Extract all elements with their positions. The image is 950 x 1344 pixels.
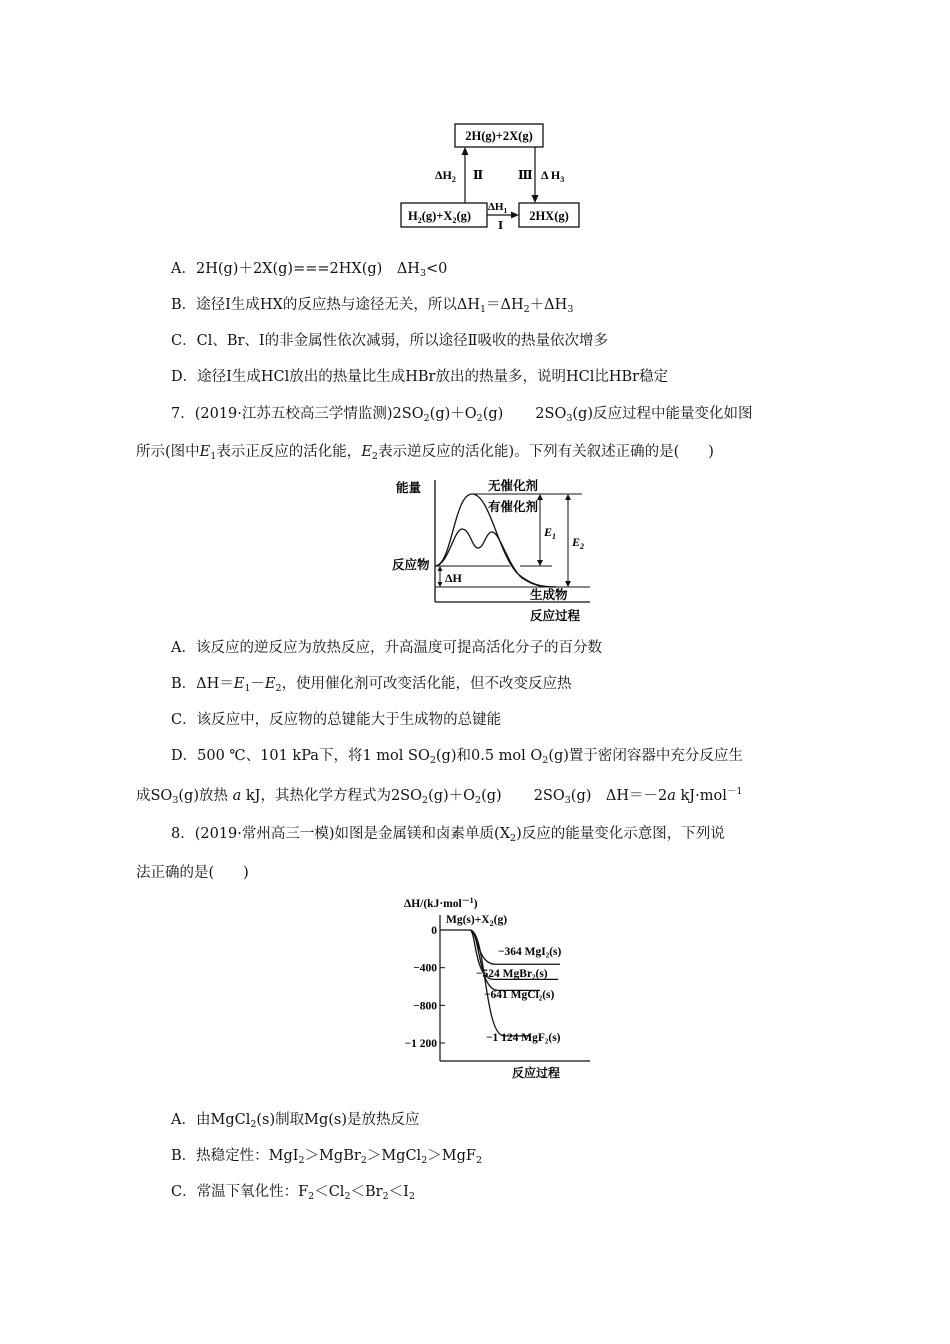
- right-box-label: 2HX(g): [529, 209, 569, 223]
- e2-arrow-bottom: [565, 581, 571, 587]
- left-box-label: $H_2(g)+X_2(g)$: [408, 209, 472, 225]
- no-catalyst-label: 无催化剂: [488, 479, 539, 493]
- q6-option-c: C．Cl、Br、I的非金属性依次减弱，所以途径Ⅱ吸收的热量依次增多: [171, 333, 608, 349]
- y-tick-label: −400: [413, 962, 437, 975]
- e2-arrow-top: [565, 494, 571, 500]
- iii-label: Ⅲ: [518, 168, 533, 182]
- q7-option-d-line2: 成$SO_3(g)$放热 a kJ，其热化学方程式为$2SO_2(g)+O_2(g)$ $2SO_3(g)$ ΔH＝－2a kJ·mol$^{-1}$: [136, 786, 743, 806]
- arrow-iii-head: [532, 195, 539, 203]
- product-label: 生成物: [530, 588, 568, 602]
- process-label: 反应过程: [530, 609, 581, 623]
- series-curve: [470, 930, 540, 990]
- dh-arrow-bottom: [438, 582, 443, 587]
- q8-stem-line2: 法正确的是( ): [136, 865, 249, 881]
- q7-option-d-line1: D．500 ℃、101 kPa下，将1 mol $SO_2(g)$和0.5 mol $O_2(g)$置于密闭容器中充分反应生: [171, 748, 743, 766]
- catalyst-label: 有催化剂: [488, 500, 539, 514]
- dh3-label: Δ $H_3$: [541, 168, 565, 184]
- y-tick-label: 0: [431, 925, 437, 937]
- e1-arrow-top: [537, 494, 543, 500]
- q7-option-b: B．$\Delta H=E_1-E_2$，使用催化剂可改变活化能，但不改变反应热: [171, 676, 572, 694]
- energy-axis-label: 能量: [396, 481, 422, 495]
- i-label: Ⅰ: [498, 220, 504, 232]
- arrow-ii-head: [462, 147, 469, 155]
- series-label: −364 MgI₂(s): [498, 946, 562, 958]
- ii-label: Ⅱ: [473, 168, 484, 182]
- reactant-label: 反应物: [392, 558, 430, 572]
- hess-cycle-diagram: [395, 118, 595, 233]
- mg-halogen-energy-chart: [390, 893, 620, 1083]
- series-label: −524 MgBr₂(s): [476, 968, 548, 980]
- energy-profile-diagram: [390, 474, 610, 626]
- chart-y-axis-label: ΔH/(kJ·mol$^{-1}$): [404, 896, 478, 910]
- q7-stem-line2: 所示(图中$E_1$表示正反应的活化能，$E_2$表示逆反应的活化能)。下列有关叙述正确的是( ): [136, 444, 714, 462]
- q6-option-b: B．途径Ⅰ生成HX的反应热与途径无关，所以$\Delta H_1=\Delta H_2+\Delta H_3$: [171, 297, 574, 315]
- q7-stem-line1: 7．(2019·江苏五校高三学情监测)$2SO_2(g)+O_2(g)$ $2SO_3(g)$反应过程中能量变化如图: [171, 406, 753, 424]
- q7-option-a: A．该反应的逆反应为放热反应，升高温度可提高活化分子的百分数: [171, 640, 602, 656]
- top-box-label: 2H(g)+2X(g): [465, 129, 533, 143]
- dh1-label: $\Delta H_1$: [488, 201, 508, 215]
- q8-stem-line1: 8．(2019·常州高三一模)如图是金属镁和卤素单质$(X_2)$反应的能量变化示意图，下列说: [171, 826, 725, 844]
- chart-start-label: $Mg(s)+X_2(g)$: [446, 914, 508, 928]
- dh2-label: $\Delta H_2$: [435, 168, 456, 184]
- e1-arrow-bottom: [537, 560, 543, 566]
- q8-option-a: A．由MgCl$_2$(s)制取Mg(s)是放热反应: [171, 1112, 420, 1130]
- q7-option-c: C．该反应中，反应物的总键能大于生成物的总键能: [171, 712, 502, 728]
- dh-label: ΔH: [445, 571, 462, 585]
- series-label: −1 124 MgF₂(s): [486, 1032, 561, 1044]
- y-tick-label: −1 200: [404, 1038, 437, 1050]
- e2-label: $E_2$: [572, 535, 585, 551]
- dh-arrow-top: [438, 566, 443, 571]
- e1-label: $E_1$: [544, 525, 557, 541]
- chart-x-axis-label: 反应过程: [512, 1066, 561, 1080]
- q8-option-b: B．热稳定性：MgI$_2$＞MgBr$_2$＞MgCl$_2$＞MgF$_2$: [171, 1148, 482, 1166]
- series-label: −641 MgCl₂(s): [484, 989, 555, 1001]
- y-tick-label: −800: [413, 1000, 437, 1013]
- q6-option-a: A．2H(g)＋2X(g)===2HX(g) $\Delta H_3<0$: [171, 261, 448, 279]
- q6-option-d: D．途径Ⅰ生成HCl放出的热量比生成HBr放出的热量多，说明HCl比HBr稳定: [171, 369, 669, 385]
- arrow-i-head: [511, 212, 519, 219]
- q8-option-c: C．常温下氧化性：$F_2<Cl_2<Br_2<I_2$: [171, 1184, 415, 1202]
